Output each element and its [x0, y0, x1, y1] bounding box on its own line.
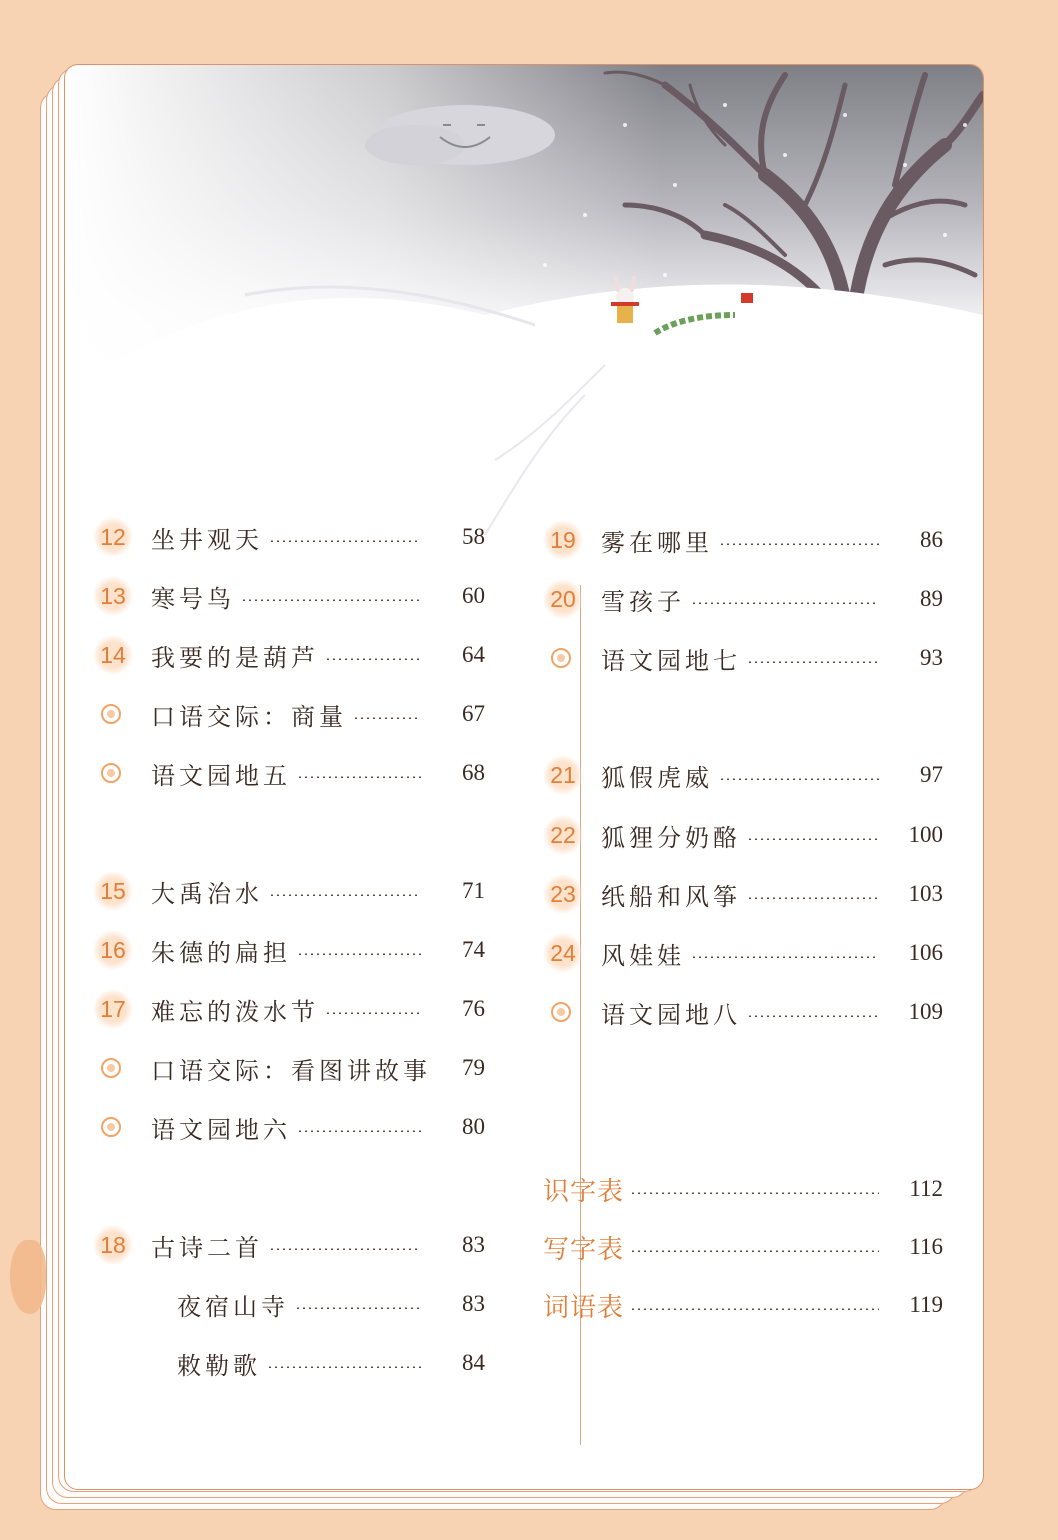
toc-entry-title: 风娃娃	[601, 941, 685, 970]
lesson-number: 14	[93, 635, 133, 675]
toc-page-number: 106	[908, 940, 943, 965]
toc-entry-title: 寒号鸟	[151, 584, 235, 613]
leader-dots	[241, 599, 421, 601]
toc-page-number: 112	[909, 1176, 943, 1201]
toc-entry[interactable]	[543, 579, 943, 619]
leader-dots	[747, 897, 879, 899]
toc-page-number: 119	[909, 1292, 943, 1317]
toc-entry-title: 朱德的扁担	[151, 938, 291, 967]
leader-dots	[630, 1192, 879, 1194]
toc-entry[interactable]	[543, 520, 943, 560]
toc-entry-title: 语文园地六	[151, 1115, 291, 1144]
toc-page-number: 103	[908, 881, 943, 906]
toc-page-number: 60	[462, 583, 485, 608]
lesson-number: 24	[543, 933, 583, 973]
toc-page-number: 79	[462, 1055, 485, 1080]
toc-entry-title: 写字表	[543, 1234, 625, 1265]
toc-page-number: 83	[462, 1232, 485, 1257]
lesson-number: 17	[93, 989, 133, 1029]
circle-bullet-icon	[101, 1117, 121, 1137]
toc-entry[interactable]	[93, 1225, 485, 1265]
toc-page-number: 89	[920, 586, 943, 611]
circle-bullet-icon	[101, 1058, 121, 1078]
leader-dots	[630, 1250, 879, 1252]
toc-page-number: 86	[920, 527, 943, 552]
lesson-number: 21	[543, 755, 583, 795]
circle-bullet-icon	[101, 763, 121, 783]
leader-dots	[325, 1012, 421, 1014]
toc-page-number: 83	[462, 1291, 485, 1316]
toc-entry-title: 我要的是葫芦	[151, 643, 319, 672]
toc-page	[64, 64, 984, 1490]
toc-entry-title: 狐假虎威	[601, 763, 713, 792]
lesson-number: 23	[543, 874, 583, 914]
toc-entry-title: 古诗二首	[151, 1233, 263, 1262]
toc-entry-title: 口语交际：商量	[151, 702, 347, 731]
toc-entry[interactable]	[543, 992, 943, 1032]
toc-page-number: 93	[920, 645, 943, 670]
toc-page-number: 68	[462, 760, 485, 785]
toc-entry[interactable]	[93, 871, 485, 911]
circle-bullet-icon	[551, 1002, 571, 1022]
toc-page-number: 80	[462, 1114, 485, 1139]
leader-dots	[691, 956, 879, 958]
leader-dots	[267, 1366, 421, 1368]
leader-dots	[295, 1307, 421, 1309]
leader-dots	[269, 1248, 421, 1250]
toc-entry-title: 语文园地五	[151, 761, 291, 790]
leader-dots	[719, 778, 879, 780]
leader-dots	[747, 661, 879, 663]
toc-entry[interactable]	[543, 1169, 943, 1209]
toc-entry[interactable]	[93, 753, 485, 793]
toc-entry-title: 识字表	[543, 1176, 625, 1207]
leader-dots	[747, 838, 879, 840]
leader-dots	[719, 543, 879, 545]
toc-entry[interactable]	[543, 874, 943, 914]
leader-dots	[630, 1308, 879, 1310]
toc-entry[interactable]	[93, 989, 485, 1029]
toc-entry-title: 大禹治水	[151, 879, 263, 908]
toc-entry[interactable]	[93, 1284, 485, 1324]
toc-entry[interactable]	[543, 933, 943, 973]
toc-entry-title: 语文园地七	[601, 646, 741, 675]
leader-dots	[269, 894, 421, 896]
leader-dots	[691, 602, 879, 604]
toc-entry[interactable]	[93, 694, 485, 734]
circle-bullet-icon	[101, 704, 121, 724]
toc-page-number: 76	[462, 996, 485, 1021]
toc-entry[interactable]	[543, 815, 943, 855]
lesson-number: 13	[93, 576, 133, 616]
toc-entry[interactable]	[543, 1285, 943, 1325]
toc-entry[interactable]	[543, 638, 943, 678]
leader-dots	[297, 953, 421, 955]
toc-entry-title: 纸船和风筝	[601, 882, 741, 911]
circle-bullet-icon	[551, 648, 571, 668]
toc-entry-title: 雾在哪里	[601, 528, 713, 557]
toc-entry-title: 口语交际：看图讲故事	[151, 1056, 431, 1085]
toc-entry[interactable]	[93, 1048, 485, 1088]
red-object-icon	[741, 293, 753, 303]
leader-dots	[297, 776, 421, 778]
toc-page-number: 58	[462, 524, 485, 549]
toc-entry-title: 夜宿山寺	[177, 1292, 289, 1321]
toc-entry[interactable]	[543, 1227, 943, 1267]
toc-entry[interactable]	[543, 755, 943, 795]
lesson-number: 15	[93, 871, 133, 911]
leader-dots	[325, 658, 421, 660]
toc-entry-title: 雪孩子	[601, 587, 685, 616]
leader-dots	[353, 717, 421, 719]
snow-scene	[65, 65, 983, 535]
toc-entry-title: 语文园地八	[601, 1000, 741, 1029]
toc-entry-title: 词语表	[543, 1292, 625, 1323]
toc-page-number: 97	[920, 762, 943, 787]
toc-page-number: 67	[462, 701, 485, 726]
toc-entry-title: 坐井观天	[151, 525, 263, 554]
toc-entry-title: 难忘的泼水节	[151, 997, 319, 1026]
lesson-number: 19	[543, 520, 583, 560]
toc-entry-title: 狐狸分奶酪	[601, 823, 741, 852]
leader-dots	[269, 540, 421, 542]
toc-page-number: 84	[462, 1350, 485, 1375]
toc-entry[interactable]	[93, 1343, 485, 1383]
toc-page-number: 74	[462, 937, 485, 962]
toc-page-number: 116	[909, 1234, 943, 1259]
toc-entry[interactable]	[93, 635, 485, 675]
toc-entry[interactable]	[93, 1107, 485, 1147]
toc-page-number: 109	[908, 999, 943, 1024]
lesson-number: 20	[543, 579, 583, 619]
lesson-number: 12	[93, 517, 133, 557]
leader-dots	[297, 1130, 421, 1132]
toc-entry[interactable]	[93, 576, 485, 616]
toc-page-number: 100	[908, 822, 943, 847]
lesson-number: 18	[93, 1225, 133, 1265]
toc-entry[interactable]	[93, 517, 485, 557]
toc-page-number: 71	[462, 878, 485, 903]
toc-page-number: 64	[462, 642, 485, 667]
lesson-number: 16	[93, 930, 133, 970]
leader-dots	[747, 1015, 879, 1017]
toc-entry[interactable]	[93, 930, 485, 970]
toc-entry-title: 敕勒歌	[177, 1351, 261, 1380]
page-tab-mark	[10, 1240, 46, 1314]
lesson-number: 22	[543, 815, 583, 855]
